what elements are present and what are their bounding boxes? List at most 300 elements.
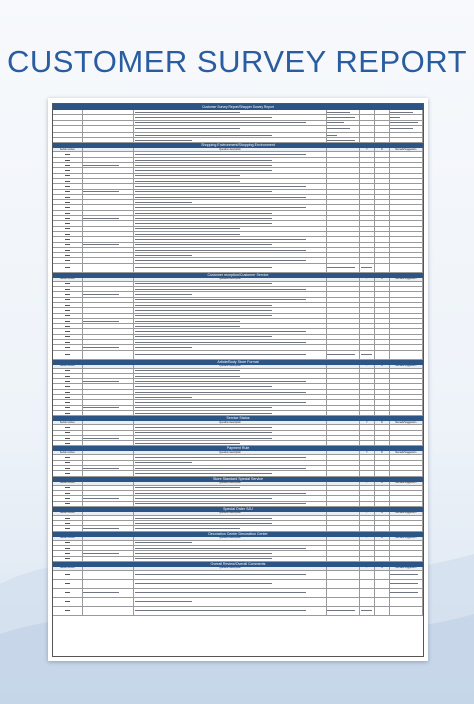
column-header: Question description xyxy=(134,567,326,570)
table-cell xyxy=(327,411,360,415)
column-header: Serial number xyxy=(53,512,83,515)
table-cell xyxy=(360,395,375,399)
table-cell xyxy=(390,258,423,262)
table-cell xyxy=(53,351,83,359)
table-cell xyxy=(327,471,360,475)
table-cell xyxy=(53,466,83,470)
table-cell xyxy=(390,516,423,520)
table-cell xyxy=(390,384,423,388)
table-cell xyxy=(53,390,83,394)
table-cell xyxy=(83,190,135,194)
table-cell xyxy=(53,232,83,236)
table-cell xyxy=(360,158,375,162)
table-cell xyxy=(327,184,360,188)
table-cell xyxy=(134,329,326,333)
table-cell xyxy=(360,466,375,470)
table-cell xyxy=(83,471,135,475)
table-cell xyxy=(53,521,83,525)
column-header: Remark/Suggestion xyxy=(390,482,423,485)
column-header xyxy=(83,482,135,485)
table-cell xyxy=(134,205,326,209)
section-heading: Decoration Center Decoration Center xyxy=(53,532,423,537)
table-cell xyxy=(134,406,326,410)
table-cell xyxy=(53,607,83,615)
table-cell xyxy=(53,329,83,333)
table-cell xyxy=(375,340,390,344)
survey-section xyxy=(53,143,423,272)
table-cell xyxy=(53,541,83,545)
table-cell xyxy=(53,384,83,388)
table-cell xyxy=(83,200,135,204)
table-cell xyxy=(83,138,135,142)
table-cell xyxy=(375,190,390,194)
column-header: Y xyxy=(360,148,375,151)
table-cell xyxy=(53,216,83,220)
column-header xyxy=(327,567,360,570)
survey-section xyxy=(53,273,423,360)
table-cell xyxy=(375,351,390,359)
table-cell xyxy=(134,455,326,459)
table-cell xyxy=(360,110,375,114)
table-cell xyxy=(375,126,390,132)
table-cell xyxy=(327,232,360,236)
table-cell xyxy=(360,227,375,231)
table-cell xyxy=(375,335,390,339)
table-cell xyxy=(390,390,423,394)
table-cell xyxy=(53,340,83,344)
table-cell xyxy=(134,521,326,525)
table-row xyxy=(53,607,423,616)
table-cell xyxy=(83,431,135,435)
table-cell xyxy=(327,431,360,435)
table-cell xyxy=(83,589,135,597)
table-cell xyxy=(53,546,83,550)
table-row xyxy=(53,589,423,598)
table-cell xyxy=(360,369,375,373)
table-cell xyxy=(390,571,423,579)
table-cell xyxy=(327,496,360,500)
table-cell xyxy=(134,152,326,156)
table-cell xyxy=(134,168,326,172)
table-cell xyxy=(390,200,423,204)
table-cell xyxy=(390,374,423,378)
column-header: Serial number xyxy=(53,537,83,540)
table-cell xyxy=(83,319,135,323)
table-cell xyxy=(53,502,83,506)
column-header: Serial number xyxy=(53,148,83,151)
table-cell xyxy=(360,400,375,404)
survey-section xyxy=(53,360,423,417)
table-cell xyxy=(134,243,326,247)
table-cell xyxy=(134,471,326,475)
table-cell xyxy=(83,248,135,252)
table-cell xyxy=(375,589,390,597)
table-cell xyxy=(134,216,326,220)
table-cell xyxy=(134,308,326,312)
column-header: Question description xyxy=(134,537,326,540)
respondent-info-block xyxy=(53,110,423,143)
table-cell xyxy=(360,133,375,137)
table-cell xyxy=(53,298,83,302)
table-cell xyxy=(375,227,390,231)
table-cell xyxy=(83,390,135,394)
column-header: Remark/Suggestion xyxy=(390,451,423,454)
table-cell xyxy=(375,390,390,394)
table-cell xyxy=(134,491,326,495)
table-cell xyxy=(134,369,326,373)
table-cell xyxy=(83,133,135,137)
table-cell xyxy=(390,521,423,525)
table-cell xyxy=(134,431,326,435)
table-cell xyxy=(390,324,423,328)
table-cell xyxy=(134,121,326,125)
table-cell xyxy=(390,436,423,440)
table-cell xyxy=(53,243,83,247)
table-row xyxy=(53,264,423,273)
table-cell xyxy=(327,406,360,410)
table-cell xyxy=(53,221,83,225)
column-header xyxy=(83,421,135,424)
table-cell xyxy=(134,258,326,262)
table-cell xyxy=(134,335,326,339)
table-cell xyxy=(327,264,360,272)
table-cell xyxy=(375,264,390,272)
table-cell xyxy=(375,138,390,142)
table-cell xyxy=(375,496,390,500)
table-cell xyxy=(360,486,375,490)
table-cell xyxy=(360,126,375,132)
table-cell xyxy=(360,115,375,119)
table-cell xyxy=(390,126,423,132)
table-cell xyxy=(53,486,83,490)
table-cell xyxy=(390,496,423,500)
table-cell xyxy=(53,491,83,495)
table-cell xyxy=(327,441,360,445)
table-cell xyxy=(327,179,360,183)
table-cell xyxy=(83,314,135,318)
table-cell xyxy=(390,441,423,445)
table-cell xyxy=(390,329,423,333)
table-cell xyxy=(134,115,326,119)
table-cell xyxy=(390,340,423,344)
table-cell xyxy=(83,340,135,344)
table-cell xyxy=(390,174,423,178)
column-header xyxy=(83,278,135,281)
table-cell xyxy=(360,121,375,125)
column-header: Y xyxy=(360,482,375,485)
table-cell xyxy=(360,384,375,388)
table-cell xyxy=(53,158,83,162)
table-cell xyxy=(360,335,375,339)
table-cell xyxy=(327,329,360,333)
table-cell xyxy=(390,369,423,373)
table-cell xyxy=(390,607,423,615)
table-cell xyxy=(360,195,375,199)
table-row xyxy=(53,580,423,589)
table-cell xyxy=(375,598,390,606)
table-cell xyxy=(360,287,375,291)
table-cell xyxy=(83,496,135,500)
table-cell xyxy=(375,374,390,378)
table-cell xyxy=(375,216,390,220)
table-cell xyxy=(375,211,390,215)
table-cell xyxy=(53,138,83,142)
table-cell xyxy=(375,253,390,257)
table-cell xyxy=(134,395,326,399)
table-cell xyxy=(390,216,423,220)
table-cell xyxy=(53,205,83,209)
table-cell xyxy=(134,461,326,465)
table-cell xyxy=(53,471,83,475)
table-cell xyxy=(375,200,390,204)
table-cell xyxy=(360,179,375,183)
table-cell xyxy=(390,232,423,236)
table-cell xyxy=(390,303,423,307)
document-heading: Customer Survey Report/Shopper Survey Report xyxy=(53,104,423,110)
table-cell xyxy=(360,431,375,435)
table-cell xyxy=(375,133,390,137)
table-cell xyxy=(134,351,326,359)
table-cell xyxy=(360,298,375,302)
table-cell xyxy=(83,425,135,429)
table-cell xyxy=(83,121,135,125)
table-cell xyxy=(134,496,326,500)
table-cell xyxy=(327,253,360,257)
table-cell xyxy=(360,471,375,475)
table-cell xyxy=(390,115,423,119)
table-cell xyxy=(360,411,375,415)
table-cell xyxy=(53,319,83,323)
table-cell xyxy=(53,133,83,137)
table-cell xyxy=(134,190,326,194)
table-cell xyxy=(360,340,375,344)
table-cell xyxy=(375,546,390,550)
table-cell xyxy=(53,425,83,429)
column-header: N xyxy=(375,567,390,570)
table-cell xyxy=(83,287,135,291)
table-cell xyxy=(134,158,326,162)
table-cell xyxy=(83,345,135,349)
table-cell xyxy=(375,158,390,162)
table-cell xyxy=(327,138,360,142)
table-cell xyxy=(390,163,423,167)
table-cell xyxy=(83,216,135,220)
table-cell xyxy=(327,115,360,119)
table-cell xyxy=(327,491,360,495)
table-cell xyxy=(360,502,375,506)
table-cell xyxy=(360,425,375,429)
table-cell xyxy=(375,455,390,459)
table-cell xyxy=(83,303,135,307)
table-cell xyxy=(360,200,375,204)
table-cell xyxy=(390,298,423,302)
table-cell xyxy=(375,324,390,328)
table-cell xyxy=(327,248,360,252)
table-cell xyxy=(134,390,326,394)
table-cell xyxy=(83,168,135,172)
section-heading: Service Status xyxy=(53,416,423,421)
table-cell xyxy=(327,521,360,525)
table-cell xyxy=(83,221,135,225)
table-cell xyxy=(134,110,326,114)
table-cell xyxy=(390,541,423,545)
column-header: N xyxy=(375,148,390,151)
column-header: Serial number xyxy=(53,421,83,424)
table-cell xyxy=(375,258,390,262)
column-header: Remark/Suggestion xyxy=(390,365,423,368)
table-cell xyxy=(390,580,423,588)
table-cell xyxy=(134,314,326,318)
table-cell xyxy=(134,598,326,606)
table-cell xyxy=(134,400,326,404)
table-cell xyxy=(134,195,326,199)
table-cell xyxy=(83,158,135,162)
table-cell xyxy=(53,335,83,339)
column-header: Serial number xyxy=(53,278,83,281)
table-cell xyxy=(327,298,360,302)
table-cell xyxy=(83,461,135,465)
table-cell xyxy=(327,216,360,220)
table-cell xyxy=(53,455,83,459)
table-cell xyxy=(390,589,423,597)
table-cell xyxy=(53,436,83,440)
table-cell xyxy=(390,237,423,241)
table-cell xyxy=(375,395,390,399)
table-cell xyxy=(53,258,83,262)
table-cell xyxy=(53,374,83,378)
table-cell xyxy=(83,516,135,520)
table-cell xyxy=(134,126,326,132)
table-cell xyxy=(390,526,423,530)
table-cell xyxy=(375,502,390,506)
table-row xyxy=(53,571,423,580)
table-cell xyxy=(375,314,390,318)
table-cell xyxy=(375,298,390,302)
section-heading: Special Order SJU xyxy=(53,507,423,512)
table-cell xyxy=(134,237,326,241)
table-row xyxy=(53,598,423,607)
section-heading: Store Standard Special Service xyxy=(53,477,423,482)
table-cell xyxy=(83,184,135,188)
table-cell xyxy=(360,211,375,215)
table-cell xyxy=(83,455,135,459)
table-cell xyxy=(375,292,390,296)
column-header: Question description xyxy=(134,512,326,515)
table-cell xyxy=(375,557,390,561)
table-cell xyxy=(360,324,375,328)
table-cell xyxy=(53,179,83,183)
table-cell xyxy=(360,571,375,579)
table-cell xyxy=(390,195,423,199)
table-cell xyxy=(53,195,83,199)
table-cell xyxy=(83,282,135,286)
table-cell xyxy=(360,516,375,520)
table-cell xyxy=(390,248,423,252)
table-cell xyxy=(375,303,390,307)
column-header: Y xyxy=(360,512,375,515)
table-cell xyxy=(327,598,360,606)
table-cell xyxy=(375,345,390,349)
table-cell xyxy=(83,571,135,579)
table-cell xyxy=(360,237,375,241)
column-header: Y xyxy=(360,451,375,454)
column-header: Question description xyxy=(134,365,326,368)
table-cell xyxy=(375,400,390,404)
table-cell xyxy=(375,379,390,383)
table-cell xyxy=(360,406,375,410)
table-cell xyxy=(375,406,390,410)
table-cell xyxy=(360,551,375,555)
table-cell xyxy=(53,516,83,520)
table-cell xyxy=(83,580,135,588)
table-cell xyxy=(360,390,375,394)
table-cell xyxy=(360,598,375,606)
column-header xyxy=(83,451,135,454)
table-cell xyxy=(134,287,326,291)
table-cell xyxy=(327,516,360,520)
table-cell xyxy=(327,425,360,429)
table-cell xyxy=(390,546,423,550)
table-cell xyxy=(327,287,360,291)
table-cell xyxy=(390,491,423,495)
table-cell xyxy=(134,292,326,296)
table-cell xyxy=(53,168,83,172)
column-header xyxy=(327,148,360,151)
table-cell xyxy=(134,200,326,204)
table-cell xyxy=(327,526,360,530)
table-cell xyxy=(83,227,135,231)
survey-section xyxy=(53,446,423,476)
table-cell xyxy=(83,379,135,383)
table-cell xyxy=(390,110,423,114)
column-header: Serial number xyxy=(53,482,83,485)
table-cell xyxy=(83,329,135,333)
table-cell xyxy=(360,374,375,378)
column-header: Remark/Suggestion xyxy=(390,537,423,540)
table-cell xyxy=(360,168,375,172)
table-cell xyxy=(53,314,83,318)
table-cell xyxy=(360,258,375,262)
table-cell xyxy=(327,308,360,312)
table-cell xyxy=(53,369,83,373)
table-cell xyxy=(134,232,326,236)
table-cell xyxy=(134,345,326,349)
table-cell xyxy=(390,190,423,194)
table-cell xyxy=(53,184,83,188)
table-cell xyxy=(390,351,423,359)
table-cell xyxy=(83,179,135,183)
table-cell xyxy=(53,406,83,410)
table-cell xyxy=(390,400,423,404)
table-cell xyxy=(53,174,83,178)
table-cell xyxy=(360,541,375,545)
table-cell xyxy=(327,303,360,307)
table-cell xyxy=(375,121,390,125)
table-cell xyxy=(134,138,326,142)
survey-sheet xyxy=(48,98,428,661)
table-cell xyxy=(375,521,390,525)
table-cell xyxy=(375,369,390,373)
table-cell xyxy=(375,152,390,156)
table-cell xyxy=(134,526,326,530)
column-header xyxy=(83,365,135,368)
table-cell xyxy=(134,425,326,429)
table-cell xyxy=(375,237,390,241)
table-cell xyxy=(134,379,326,383)
column-header: Y xyxy=(360,421,375,424)
table-cell xyxy=(375,441,390,445)
column-header: Serial number xyxy=(53,451,83,454)
